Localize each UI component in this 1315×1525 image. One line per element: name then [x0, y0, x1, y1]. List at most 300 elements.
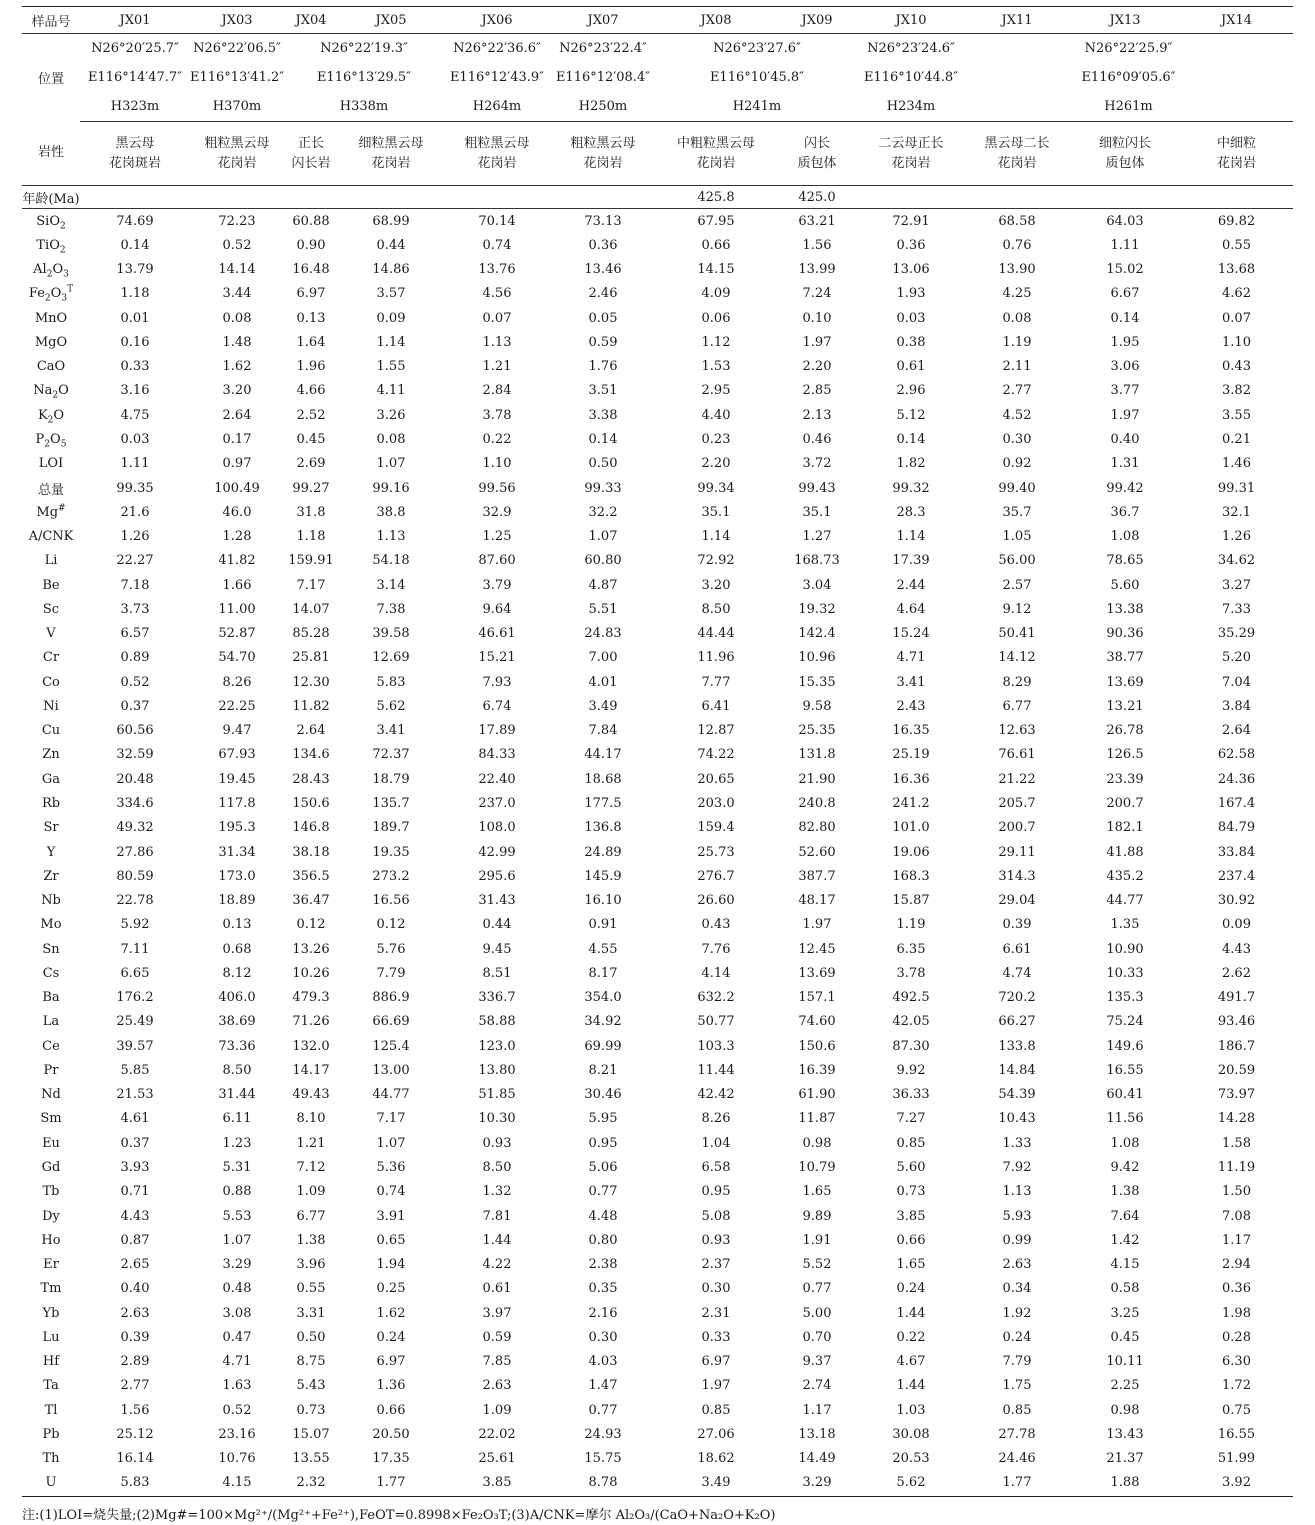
- cell-value: 0.21: [1222, 432, 1251, 448]
- sample-id: JX10: [858, 7, 964, 34]
- cell-value: 132.0: [292, 1038, 330, 1054]
- cell-value: 6.57: [120, 626, 150, 642]
- cell-value: 4.01: [588, 674, 618, 690]
- rock-type: [1070, 122, 1180, 186]
- cell-value: 3.29: [222, 1257, 252, 1273]
- cell-value: 186.7: [1217, 1038, 1256, 1054]
- row-label: CaO: [36, 359, 66, 375]
- cell-value: 0.61: [896, 359, 926, 375]
- cell-value: 491.7: [1217, 990, 1256, 1006]
- cell-value: 2.52: [296, 407, 326, 423]
- cell-value: 6.65: [120, 965, 150, 981]
- cell-value: 0.03: [896, 310, 926, 326]
- cell-value: 0.85: [1002, 1402, 1032, 1418]
- cell-value: 12.45: [798, 941, 836, 957]
- cell-value: 11.19: [1217, 1159, 1256, 1175]
- row-label: Ba: [42, 990, 60, 1006]
- cell-value: 13.06: [892, 262, 930, 278]
- rock-line: 中细粒: [1216, 135, 1256, 151]
- cell-value: 0.14: [1110, 310, 1140, 326]
- sample-id: JX03: [190, 7, 284, 34]
- cell-value: 8.17: [588, 965, 618, 981]
- rock-line: 花岗岩: [477, 155, 517, 171]
- cell-value: 0.28: [1222, 1329, 1251, 1345]
- cell-value: 13.00: [372, 1062, 410, 1078]
- cell-value: 13.79: [116, 262, 154, 278]
- cell-value: 9.64: [482, 601, 512, 617]
- rock-type: [284, 122, 338, 186]
- cell-value: 4.87: [588, 577, 618, 593]
- cell-value: 1.36: [376, 1378, 406, 1394]
- cell-value: 314.3: [998, 868, 1036, 884]
- cell-value: 0.01: [120, 310, 150, 326]
- cell-value: 1.94: [376, 1257, 406, 1273]
- cell-value: 1.65: [896, 1257, 926, 1273]
- cell-value: 99.35: [116, 480, 154, 496]
- row-label: Y: [46, 844, 56, 860]
- sample-id: JX07: [550, 7, 656, 34]
- cell-value: 146.8: [292, 820, 330, 836]
- rock-type: [858, 122, 964, 186]
- row-label: Zn: [42, 747, 60, 763]
- cell-value: 3.29: [802, 1475, 832, 1491]
- cell-value: 25.35: [798, 723, 836, 739]
- cell-value: 1.97: [802, 334, 832, 350]
- table-row: [22, 1398, 1293, 1422]
- cell-value: 39.57: [116, 1038, 154, 1054]
- cell-value: 90.36: [1106, 626, 1144, 642]
- cell-value: 31.34: [218, 844, 256, 860]
- cell-value: 0.93: [701, 1232, 731, 1248]
- cell-value: 0.09: [1222, 917, 1251, 933]
- cell-value: 39.58: [372, 626, 410, 642]
- cell-value: 0.66: [896, 1232, 926, 1248]
- sample-label: 样品号: [22, 7, 80, 34]
- cell-value: 0.22: [482, 432, 512, 448]
- row-label: Rb: [41, 796, 61, 811]
- cell-value: 123.0: [478, 1038, 516, 1054]
- cell-value: 0.37: [120, 1135, 150, 1151]
- cell-value: 9.89: [802, 1208, 832, 1224]
- table-row: [22, 549, 1293, 573]
- row-label: Ga: [41, 771, 61, 787]
- cell-value: 0.39: [1002, 917, 1032, 933]
- cell-value: 1.77: [1002, 1475, 1032, 1491]
- sample-id: JX11: [964, 7, 1070, 34]
- cell-value: 3.14: [376, 577, 406, 593]
- cell-value: 2.74: [802, 1378, 832, 1394]
- cell-value: 1.08: [1110, 529, 1140, 545]
- cell-value: 200.7: [998, 820, 1036, 836]
- cell-value: 0.90: [296, 237, 326, 253]
- cell-value: 8.26: [701, 1111, 731, 1127]
- table-row: [22, 306, 1293, 330]
- table-row: [22, 1277, 1293, 1301]
- rock-line: 细粒闪长: [1098, 135, 1151, 151]
- cell-value: 0.14: [588, 432, 618, 448]
- cell-value: 0.66: [701, 237, 731, 253]
- cell-value: 5.31: [222, 1159, 252, 1175]
- latitude-row: [22, 34, 1293, 64]
- elevation: H264m: [444, 92, 550, 122]
- cell-value: 9.58: [802, 698, 832, 714]
- cell-value: 9.47: [222, 723, 252, 739]
- cell-value: 1.44: [896, 1378, 926, 1394]
- rock-line: 正长: [297, 135, 324, 151]
- cell-value: 145.9: [584, 868, 622, 884]
- cell-value: 5.53: [222, 1208, 252, 1224]
- cell-value: 32.2: [588, 504, 618, 520]
- cell-value: 21.37: [1106, 1451, 1144, 1467]
- row-label: SiO$_2$: [36, 213, 66, 232]
- cell-value: 29.11: [998, 844, 1036, 860]
- cell-value: 133.8: [998, 1038, 1036, 1054]
- cell-value: 0.09: [376, 310, 406, 326]
- cell-value: 334.6: [116, 796, 154, 811]
- cell-value: 20.65: [697, 771, 735, 787]
- cell-value: 73.97: [1217, 1087, 1256, 1103]
- cell-value: 52.60: [798, 844, 836, 860]
- cell-value: 72.37: [372, 747, 410, 763]
- table-row: [22, 330, 1293, 354]
- cell-value: 135.7: [372, 796, 410, 811]
- age-value: [190, 186, 284, 209]
- cell-value: 1.21: [296, 1135, 326, 1151]
- cell-value: 56.00: [998, 553, 1036, 569]
- row-label: V: [46, 626, 56, 642]
- table-row: [22, 1374, 1293, 1398]
- cell-value: 15.35: [798, 674, 836, 690]
- cell-value: 19.06: [892, 844, 930, 860]
- cell-value: 0.14: [120, 237, 150, 253]
- cell-value: 16.48: [292, 262, 330, 278]
- cell-value: 9.45: [482, 941, 512, 957]
- table-row: [22, 670, 1293, 694]
- cell-value: 6.97: [701, 1354, 731, 1370]
- cell-value: 4.71: [222, 1354, 252, 1370]
- rock-line: 闪长岩: [291, 155, 331, 171]
- age-label: 年龄(Ma): [22, 186, 80, 209]
- rock-type: [656, 122, 776, 186]
- cell-value: 1.55: [376, 359, 406, 375]
- cell-value: 108.0: [478, 820, 516, 836]
- cell-value: 64.03: [1106, 213, 1144, 229]
- cell-value: 167.4: [1217, 796, 1256, 811]
- sample-id: JX08: [656, 7, 776, 34]
- cell-value: 80.59: [116, 868, 154, 884]
- cell-value: 6.97: [376, 1354, 406, 1370]
- cell-value: 1.13: [482, 334, 512, 350]
- cell-value: 13.69: [1106, 674, 1144, 690]
- cell-value: 1.56: [802, 237, 832, 253]
- cell-value: 5.83: [120, 1475, 150, 1491]
- cell-value: 99.33: [584, 480, 622, 496]
- cell-value: 36.33: [892, 1087, 930, 1103]
- cell-value: 1.11: [1110, 237, 1140, 253]
- cell-value: 4.74: [1002, 965, 1032, 981]
- cell-value: 12.69: [372, 650, 410, 666]
- cell-value: 1.08: [1110, 1135, 1140, 1151]
- cell-value: 1.62: [376, 1305, 406, 1321]
- cell-value: 7.77: [701, 674, 731, 690]
- rock-type: [444, 122, 550, 186]
- cell-value: 9.42: [1110, 1159, 1140, 1175]
- cell-value: 3.93: [120, 1159, 150, 1175]
- cell-value: 0.16: [120, 334, 150, 350]
- cell-value: 3.78: [896, 965, 926, 981]
- table-row: [22, 1058, 1293, 1082]
- row-label: 总量: [37, 482, 64, 498]
- rock-line: 花岗岩: [891, 155, 931, 171]
- row-label: LOI: [38, 456, 64, 472]
- cell-value: 2.65: [120, 1257, 150, 1273]
- cell-value: 0.36: [1222, 1281, 1251, 1297]
- age-value: [964, 186, 1070, 209]
- cell-value: 5.51: [588, 601, 618, 617]
- cell-value: 16.55: [1217, 1426, 1256, 1442]
- cell-value: 25.61: [478, 1451, 516, 1467]
- cell-value: 50.41: [998, 626, 1036, 642]
- cell-value: 5.06: [588, 1159, 618, 1175]
- cell-value: 134.6: [292, 747, 330, 763]
- table-row: [22, 1204, 1293, 1228]
- cell-value: 149.6: [1106, 1038, 1144, 1054]
- cell-value: 99.34: [697, 480, 735, 496]
- row-label: Co: [42, 674, 60, 690]
- cell-value: 406.0: [218, 990, 256, 1006]
- cell-value: 74.69: [116, 213, 154, 229]
- age-value: [444, 186, 550, 209]
- cell-value: 7.84: [588, 723, 618, 739]
- cell-value: 6.30: [1222, 1354, 1251, 1370]
- cell-value: 3.41: [896, 674, 926, 690]
- cell-value: 2.77: [120, 1378, 150, 1394]
- cell-value: 0.77: [588, 1402, 618, 1418]
- cell-value: 42.42: [697, 1087, 735, 1103]
- cell-value: 0.34: [1002, 1281, 1032, 1297]
- rock-type: [776, 122, 858, 186]
- cell-value: 68.58: [998, 213, 1036, 229]
- row-label: Ho: [41, 1232, 61, 1248]
- cell-value: 32.1: [1222, 504, 1251, 520]
- cell-value: 44.77: [372, 1087, 410, 1103]
- cell-value: 4.43: [120, 1208, 150, 1224]
- cell-value: 4.40: [701, 407, 731, 423]
- cell-value: 5.83: [376, 674, 406, 690]
- cell-value: 3.49: [701, 1475, 731, 1491]
- cell-value: 25.49: [116, 1014, 154, 1030]
- table-row: [22, 864, 1293, 888]
- cell-value: 3.06: [1110, 359, 1140, 375]
- row-label: Ta: [43, 1378, 59, 1394]
- cell-value: 0.77: [588, 1184, 618, 1200]
- cell-value: 136.8: [584, 820, 622, 836]
- cell-value: 4.09: [701, 286, 731, 302]
- cell-value: 3.08: [222, 1305, 252, 1321]
- cell-value: 3.38: [588, 407, 618, 423]
- cell-value: 7.18: [120, 577, 150, 593]
- cell-value: 10.43: [998, 1111, 1036, 1127]
- cell-value: 78.65: [1106, 553, 1144, 569]
- cell-value: 0.12: [376, 917, 406, 933]
- cell-value: 0.87: [120, 1232, 150, 1248]
- cell-value: 0.88: [222, 1184, 252, 1200]
- cell-value: 27.06: [697, 1426, 735, 1442]
- cell-value: 8.51: [482, 965, 512, 981]
- cell-value: 84.33: [478, 747, 516, 763]
- cell-value: 4.48: [588, 1208, 618, 1224]
- cell-value: 0.80: [588, 1232, 618, 1248]
- cell-value: 93.46: [1217, 1014, 1256, 1030]
- rock-line: 闪长: [803, 135, 830, 151]
- table-row: [22, 500, 1293, 524]
- cell-value: 5.62: [896, 1475, 926, 1491]
- cell-value: 0.74: [376, 1184, 406, 1200]
- sample-id: JX09: [776, 7, 858, 34]
- cell-value: 14.17: [292, 1062, 330, 1078]
- cell-value: 14.12: [998, 650, 1036, 666]
- table-body: [22, 209, 1293, 1496]
- cell-value: 3.97: [482, 1305, 512, 1321]
- cell-value: 0.44: [376, 237, 406, 253]
- cell-value: 2.63: [120, 1305, 150, 1321]
- cell-value: 67.93: [218, 747, 256, 763]
- rock-type: [964, 122, 1070, 186]
- cell-value: 1.07: [376, 1135, 406, 1151]
- cell-value: 0.68: [222, 941, 252, 957]
- cell-value: 22.78: [116, 893, 154, 909]
- table-row: [22, 427, 1293, 451]
- cell-value: 76.61: [998, 747, 1036, 763]
- cell-value: 6.61: [1002, 941, 1032, 957]
- cell-value: 13.90: [998, 262, 1036, 278]
- row-label: MnO: [34, 310, 68, 326]
- cell-value: 4.56: [482, 286, 512, 302]
- cell-value: 16.36: [892, 771, 930, 787]
- cell-value: 49.43: [292, 1087, 330, 1103]
- cell-value: 14.07: [292, 601, 330, 617]
- cell-value: 8.12: [222, 965, 252, 981]
- cell-value: 2.63: [1002, 1257, 1032, 1273]
- cell-value: 1.95: [1110, 334, 1140, 350]
- cell-value: 5.60: [1110, 577, 1140, 593]
- cell-value: 0.59: [482, 1329, 512, 1345]
- cell-value: 0.36: [588, 237, 618, 253]
- table-row: [22, 961, 1293, 985]
- cell-value: 10.11: [1106, 1354, 1144, 1370]
- cell-value: 9.92: [896, 1062, 926, 1078]
- cell-value: 1.21: [482, 359, 512, 375]
- cell-value: 7.08: [1222, 1208, 1251, 1224]
- rock-line: 二云母正长: [878, 135, 944, 151]
- cell-value: 11.44: [697, 1062, 735, 1078]
- cell-value: 7.24: [802, 286, 832, 302]
- latitude: N26°20′25.7″: [91, 41, 179, 56]
- cell-value: 0.89: [120, 650, 150, 666]
- cell-value: 2.37: [701, 1257, 731, 1273]
- cell-value: 29.04: [998, 893, 1036, 909]
- cell-value: 82.80: [798, 820, 836, 836]
- cell-value: 5.60: [896, 1159, 926, 1175]
- rock-line: 中粗粒黑云母: [676, 135, 755, 151]
- cell-value: 0.48: [222, 1281, 252, 1297]
- cell-value: 4.15: [222, 1475, 252, 1491]
- cell-value: 2.46: [588, 286, 618, 302]
- table-row: [22, 986, 1293, 1010]
- cell-value: 159.91: [288, 553, 334, 569]
- cell-value: 1.07: [376, 456, 406, 472]
- row-label: Eu: [42, 1135, 60, 1151]
- cell-value: 10.26: [292, 965, 330, 981]
- cell-value: 7.17: [376, 1111, 406, 1127]
- cell-value: 1.97: [701, 1378, 731, 1394]
- cell-value: 11.00: [218, 601, 256, 617]
- rock-line: 花岗斑岩: [108, 155, 161, 171]
- cell-value: 0.95: [588, 1135, 618, 1151]
- cell-value: 24.46: [998, 1451, 1036, 1467]
- cell-value: 99.42: [1106, 480, 1144, 496]
- cell-value: 5.08: [701, 1208, 731, 1224]
- cell-value: 36.47: [292, 893, 330, 909]
- cell-value: 13.46: [584, 262, 622, 278]
- cell-value: 1.88: [1110, 1475, 1140, 1491]
- cell-value: 4.66: [296, 383, 326, 399]
- cell-value: 61.90: [798, 1087, 836, 1103]
- cell-value: 125.4: [372, 1038, 410, 1054]
- geochemistry-table: [22, 6, 1293, 1495]
- cell-value: 0.99: [1002, 1232, 1032, 1248]
- cell-value: 0.23: [701, 432, 731, 448]
- cell-value: 30.08: [892, 1426, 930, 1442]
- cell-value: 52.87: [218, 626, 256, 642]
- cell-value: 27.86: [116, 844, 154, 860]
- rock-line: 花岗岩: [696, 155, 736, 171]
- cell-value: 100.49: [214, 480, 260, 496]
- cell-value: 51.99: [1217, 1451, 1256, 1467]
- cell-value: 23.16: [218, 1426, 256, 1442]
- cell-value: 1.03: [896, 1402, 926, 1418]
- cell-value: 17.89: [478, 723, 516, 739]
- cell-value: 1.17: [802, 1402, 832, 1418]
- cell-value: 7.00: [588, 650, 618, 666]
- cell-value: 1.98: [1222, 1305, 1251, 1321]
- cell-value: 0.07: [1222, 310, 1251, 326]
- cell-value: 135.3: [1106, 990, 1144, 1006]
- cell-value: 1.05: [1002, 529, 1032, 545]
- cell-value: 4.03: [588, 1354, 618, 1370]
- table-row: [22, 379, 1293, 403]
- cell-value: 69.99: [584, 1038, 622, 1054]
- cell-value: 14.86: [372, 262, 410, 278]
- cell-value: 2.44: [896, 577, 926, 593]
- cell-value: 22.27: [116, 553, 154, 569]
- rock-line: 粗粒黑云母: [570, 135, 636, 151]
- cell-value: 195.3: [218, 820, 256, 836]
- cell-value: 9.37: [802, 1354, 832, 1370]
- cell-value: 7.64: [1110, 1208, 1140, 1224]
- cell-value: 1.44: [896, 1305, 926, 1321]
- row-label: Ce: [42, 1038, 60, 1054]
- cell-value: 20.48: [116, 771, 154, 787]
- cell-value: 168.3: [892, 868, 930, 884]
- cell-value: 44.44: [697, 626, 735, 642]
- cell-value: 2.57: [1002, 577, 1032, 593]
- cell-value: 0.43: [1222, 359, 1251, 375]
- row-label: Sc: [42, 601, 60, 617]
- cell-value: 2.64: [296, 723, 326, 739]
- cell-value: 3.25: [1110, 1305, 1140, 1321]
- cell-value: 24.89: [584, 844, 622, 860]
